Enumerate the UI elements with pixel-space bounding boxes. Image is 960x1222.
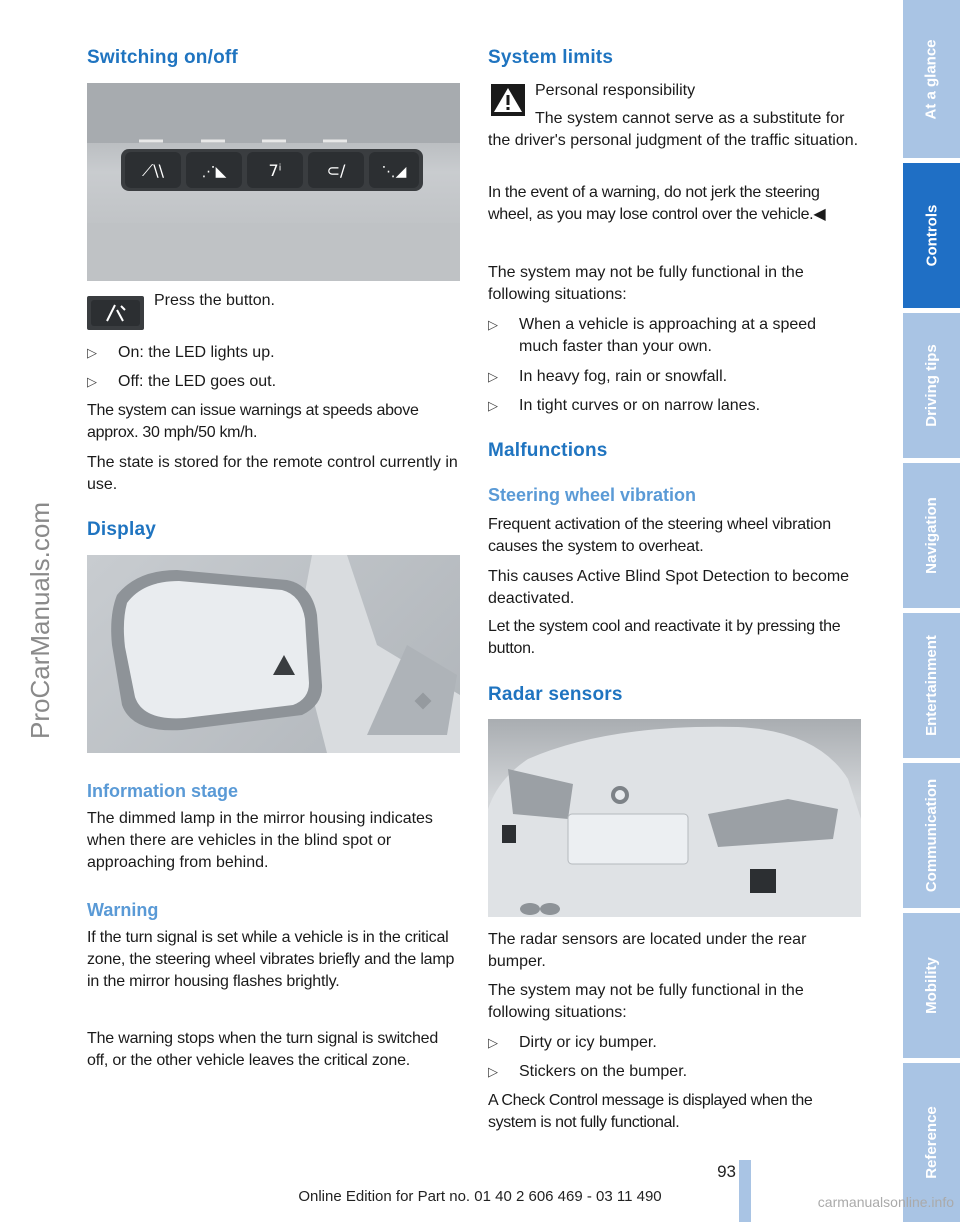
vibration-paragraph-3: Let the system cool and reactivate it by pressing the button. xyxy=(488,618,841,657)
tab-label: Communication xyxy=(923,778,940,893)
tab-label: Navigation xyxy=(923,497,940,574)
bullet-text: Off: the LED goes out. xyxy=(118,373,277,390)
info-paragraph: The dimmed lamp in the mirror housing indicates when there are vehicles in the blind spot or approaching from behind. xyxy=(87,810,433,871)
footer-site-logo: carmanualsonline.info xyxy=(817,1194,954,1210)
tab-label: At a glance xyxy=(923,38,940,120)
heading-radar-sensors: Radar sensors xyxy=(488,684,623,705)
bullet-icon: ▷ xyxy=(488,1035,498,1050)
bullet-text: Dirty or icy bumper. xyxy=(519,1034,657,1051)
list-item xyxy=(87,371,458,393)
button-panel-figure xyxy=(87,83,460,281)
bullet-icon: ▷ xyxy=(488,317,498,332)
heading-malfunctions: Malfunctions xyxy=(488,440,608,461)
page-number: 93 xyxy=(717,1162,736,1181)
vibration-paragraph-2: This causes Active Blind Spot Detection to become deactivated. xyxy=(488,568,850,607)
list-item xyxy=(488,366,859,388)
list-item xyxy=(488,395,859,417)
heading-warning: Warning xyxy=(87,900,159,920)
tab-label: Controls xyxy=(923,204,941,267)
tab-mobility[interactable] xyxy=(903,913,960,1058)
watermark-text: ProCarManuals.com xyxy=(24,501,55,739)
bullet-icon: ▷ xyxy=(488,369,498,384)
tab-label: Entertainment xyxy=(923,635,941,736)
chapter-sidebar xyxy=(903,0,960,1222)
bullet-icon: ▷ xyxy=(87,374,97,389)
button-icon-small xyxy=(87,296,144,330)
footer-text: Online Edition for Part no. 01 40 2 606 469 - 03 11 490 xyxy=(298,1188,662,1205)
radar-paragraph-2: The system may not be fully functional in the following situations: xyxy=(488,982,804,1021)
radar-paragraph-3: A Check Control message is displayed when the system is not fully functional. xyxy=(488,1092,813,1131)
list-item xyxy=(488,1061,859,1083)
bullet-text: In heavy fog, rain or snowfall. xyxy=(519,368,728,385)
bullet-text: Stickers on the bumper. xyxy=(519,1063,688,1080)
svg-text:⊂/: ⊂/ xyxy=(326,161,346,180)
tab-label: Reference xyxy=(923,1106,941,1179)
tab-label: Mobility xyxy=(922,957,940,1014)
responsibility-text: The system cannot serve as a substitute for the driver's personal judgment of the traffic situation. xyxy=(488,110,859,149)
tab-driving-tips[interactable] xyxy=(903,313,960,458)
state-paragraph: The state is stored for the remote control currently in use. xyxy=(87,454,458,493)
svg-text:⟋\\: ⟋\\ xyxy=(142,161,164,180)
heading-display: Display xyxy=(87,519,156,540)
not-functional-paragraph: The system may not be fully functional in the following situations: xyxy=(488,264,804,303)
radar-paragraph-1: The radar sensors are located under the rear bumper. xyxy=(488,931,807,970)
vibration-paragraph-1: Frequent activation of the steering wheel vibration causes the system to overheat. xyxy=(488,516,831,555)
list-item xyxy=(87,342,458,364)
press-button-text: Press the button. xyxy=(154,292,275,309)
heading-steering-wheel-vibration: Steering wheel vibration xyxy=(488,485,697,505)
heading-system-limits: System limits xyxy=(488,47,614,68)
svg-text:⋰◣: ⋰◣ xyxy=(201,164,227,180)
svg-text:7ⁱ: 7ⁱ xyxy=(268,161,282,180)
list-item xyxy=(488,314,859,358)
bullet-icon: ▷ xyxy=(488,398,498,413)
list-item xyxy=(488,1032,859,1054)
watermark xyxy=(20,470,60,770)
lane-warning-icon xyxy=(87,296,144,330)
bullet-text: In tight curves or on narrow lanes. xyxy=(519,397,761,414)
mirror-illustration xyxy=(87,555,460,753)
button-panel-illustration xyxy=(87,83,460,281)
speed-paragraph: The system can issue warnings at speeds above approx. 30 mph/50 km/h. xyxy=(87,402,419,441)
tab-communication[interactable] xyxy=(903,763,960,908)
responsibility-title: Personal responsibility xyxy=(535,82,696,99)
mirror-figure xyxy=(87,555,460,753)
tab-entertainment[interactable] xyxy=(903,613,960,758)
car-rear-figure xyxy=(488,719,861,917)
bullet-text: When a vehicle is approaching at a speed much faster than your own. xyxy=(519,316,817,355)
heading-switching: Switching on/off xyxy=(87,47,238,68)
bullet-text: On: the LED lights up. xyxy=(118,344,275,361)
jerk-paragraph: In the event of a warning, do not jerk the steering wheel, as you may lose control over the vehicle.◀ xyxy=(488,184,826,223)
bullet-icon: ▷ xyxy=(488,1064,498,1079)
warning-paragraph-2: The warning stops when the turn signal is switched off, or the other vehicle leaves the critical zone. xyxy=(87,1030,439,1069)
heading-information-stage: Information stage xyxy=(87,781,239,801)
tab-navigation[interactable] xyxy=(903,463,960,608)
car-rear-illustration xyxy=(488,719,861,917)
tab-controls[interactable] xyxy=(903,163,960,308)
bullet-icon: ▷ xyxy=(87,345,97,360)
tab-at-a-glance[interactable] xyxy=(903,0,960,158)
svg-text:⋱◢: ⋱◢ xyxy=(381,164,407,180)
warning-paragraph-1: If the turn signal is set while a vehicle is in the critical zone, the steering wheel vibrates briefly and the lamp in the mirror housing flashes brightly. xyxy=(87,929,455,990)
tab-label: Driving tips xyxy=(923,344,941,427)
